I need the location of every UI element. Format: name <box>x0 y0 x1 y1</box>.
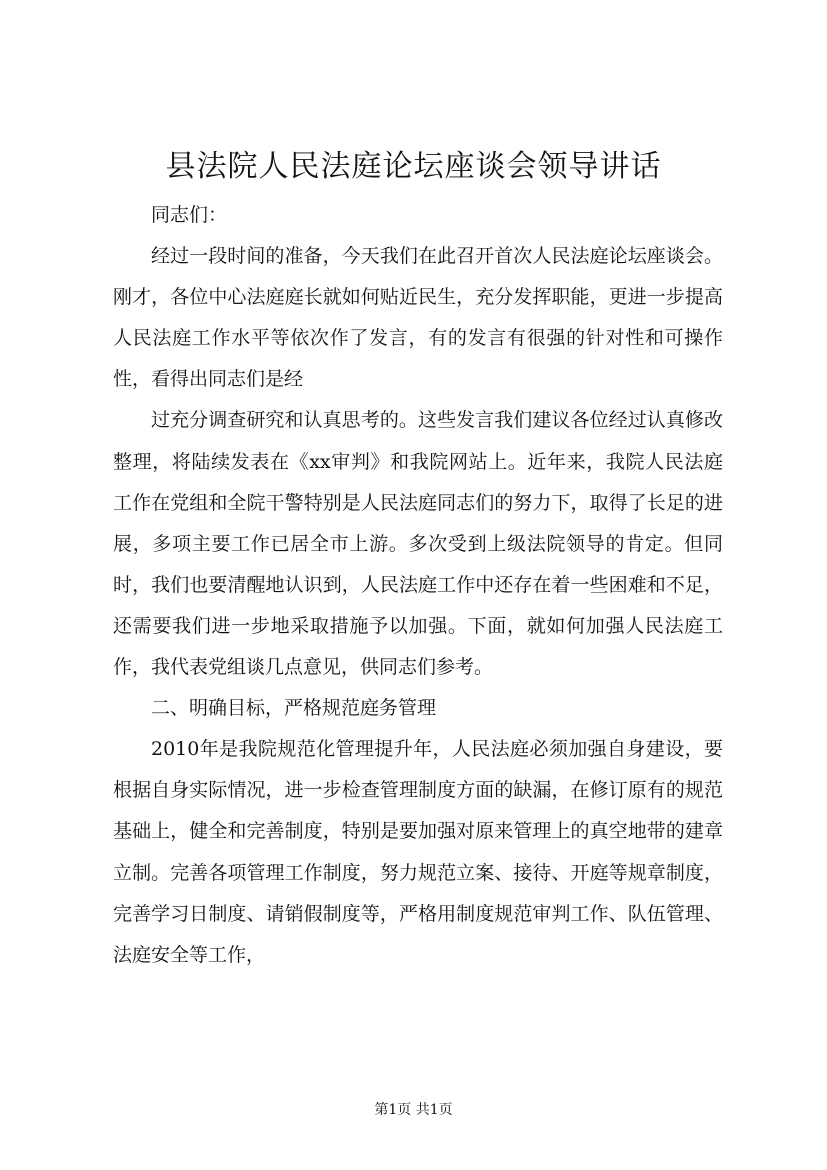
page-footer: 第1页 共1页 <box>374 1102 453 1118</box>
body-paragraph: 2010年是我院规范化管理提升年，人民法庭必须加强自身建设，要根据自身实际情况，进一步检查管理制度方面的缺漏，在修订原有的规范基础上，健全和完善制度，特别是要加强对原来管理上的真空地带的建章立制。完善各项管理工作制度，努力规范立案、接待、开庭等规章制度，完善学习日制度、请销假制度等，严格用制度规范审判工作、队伍管理、法庭安全等工作， <box>113 738 723 966</box>
document-title: 县法院人民法庭论坛座谈会领导讲话 <box>165 149 662 184</box>
document-body <box>113 195 723 976</box>
section-heading: 二、明确目标，严格规范庭务管理 <box>151 697 437 720</box>
body-paragraph: 经过一段时间的准备，今天我们在此召开首次人民法庭论坛座谈会。刚才，各位中心法庭庭长就如何贴近民生，充分发挥职能，更进一步提高人民法庭工作水平等依次作了发言，有的发言有很强的针对性和可操作性，看得出同志们是经 <box>113 245 723 391</box>
salutation-paragraph: 同志们： <box>151 204 228 226</box>
body-paragraph: 过充分调查研究和认真思考的。这些发言我们建议各位经过认真修改整理，将陆续发表在《xx审判》和我院网站上。近年来，我院人民法庭工作在党组和全院干警特别是人民法庭同志们的努力下，取得了长足的进展，多项主要工作已居全市上游。多次受到上级法院领导的肯定。但同时，我们也要清醒地认识到，人民法庭工作中还存在着一些困难和不足，还需要我们进一步地采取措施予以加强。下面，就如何加强人民法庭工作，我代表党组谈几点意见，供同志们参考。 <box>113 409 723 679</box>
